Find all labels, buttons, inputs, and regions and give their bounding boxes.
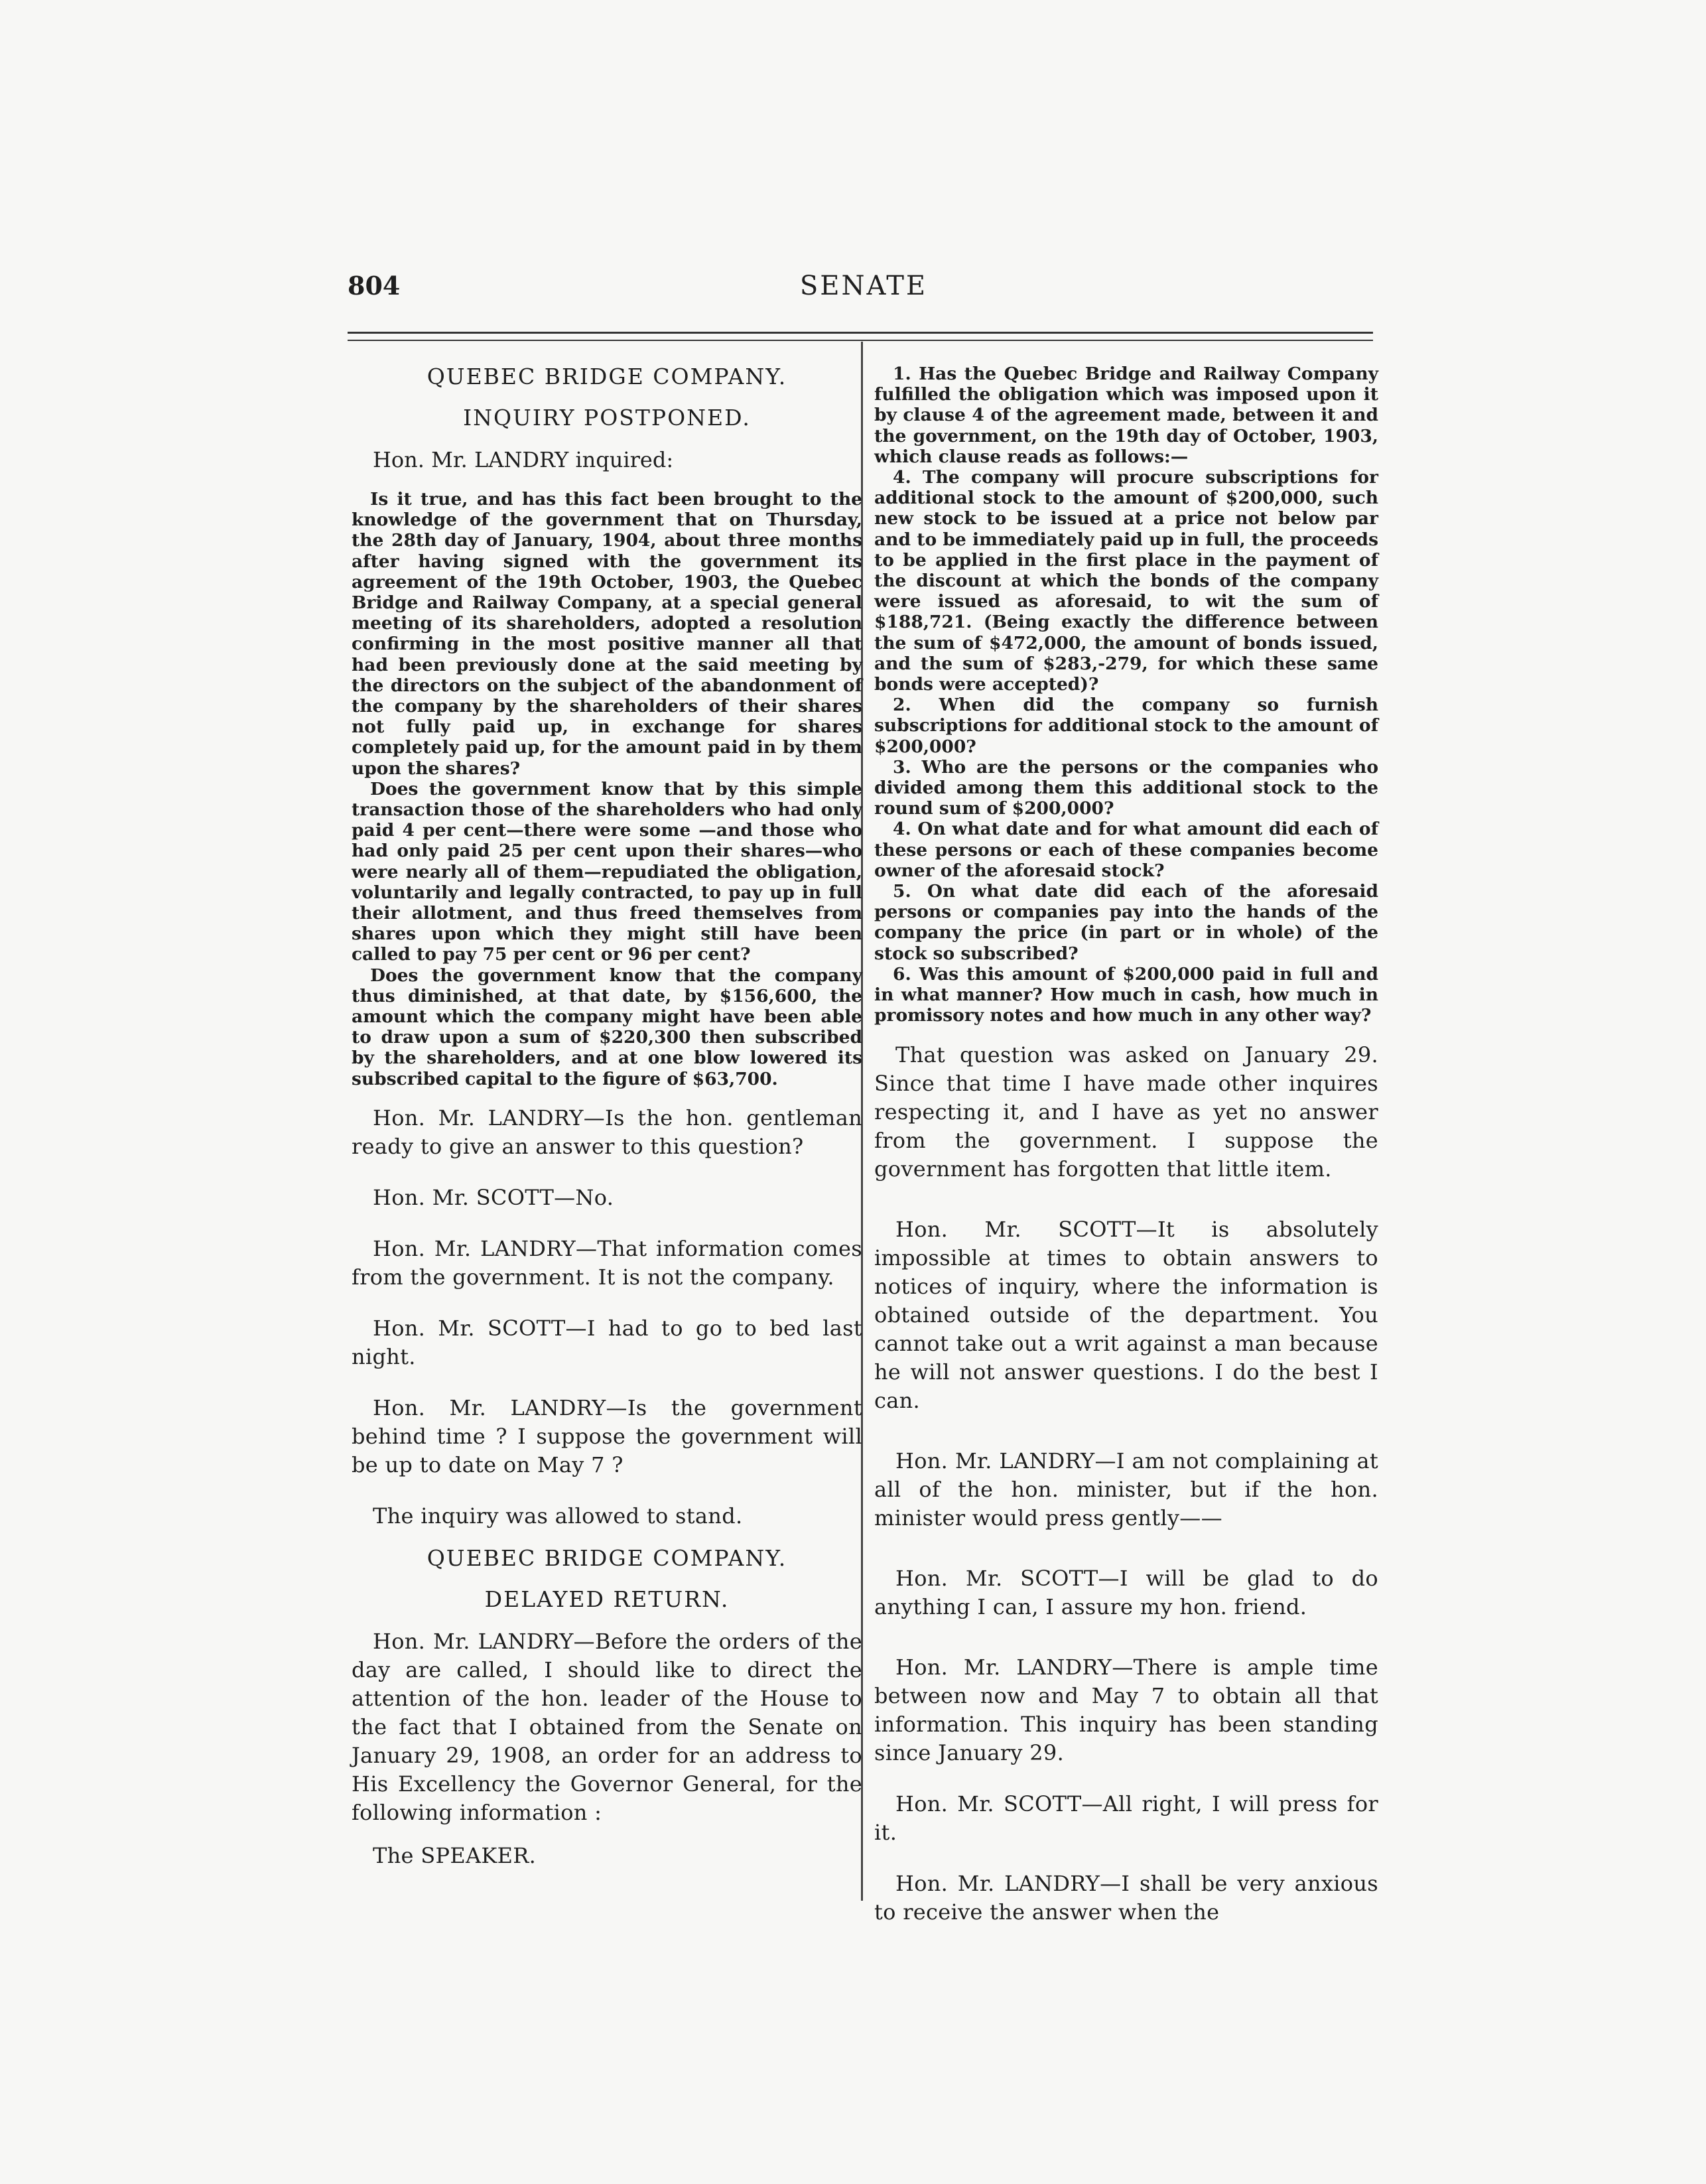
page-number: 804 [348, 271, 401, 301]
heading-quebec-bridge-company: QUEBEC BRIDGE COMPANY. [426, 364, 787, 389]
speech-paragraph: Hon. Mr. SCOTT—I will be glad to do anything I can, I assure my hon. friend. [874, 1565, 1378, 1619]
right-column [874, 364, 1378, 1927]
inquiry-lead: Hon. Mr. LANDRY inquired: [373, 447, 674, 472]
running-head [348, 271, 1380, 317]
speech-paragraph: Hon. Mr. SCOTT—I had to go to bed last night. [352, 1315, 862, 1369]
speech-paragraph: Hon. Mr. SCOTT—All right, I will press for it. [874, 1791, 1378, 1845]
question-paragraph: 4. The company will procure subscriptions for additional stock to the amount of $200,000, such new stock to be issued at a price not below par and to be immediately paid up in full, the proceeds to be applied in the first place in the payment of the discount at which the bonds of the company were issued as aforesaid, to wit the sum of $188,721. (Being exactly the difference between the sum of $472,000, the amount of bonds issued, and the sum of $283,-279, for which these same bonds were accepted)? [874, 467, 1378, 695]
speech-paragraph: Hon. Mr. LANDRY—Is the government behind time ? I suppose the government will be up to date on May 7 ? [352, 1395, 862, 1477]
speech-paragraph: Hon. Mr. LANDRY—That information comes from the government. It is not the company. [352, 1235, 862, 1290]
speech-paragraph: Hon. Mr. LANDRY—Is the hon. gentleman ready to give an answer to this question? [352, 1105, 862, 1159]
speech-paragraph: Hon. Mr. SCOTT—No. [373, 1184, 614, 1210]
inquiry-paragraph: Does the government know that the company thus diminished, at that date, by $156,600, the amount which the company might have been able to draw upon a sum of $220,300 then subscribed by the shareholders, and at one blow lowered its subscribed capital to the figure of $63,700. [352, 965, 862, 1089]
question-paragraph: 6. Was this amount of $200,000 paid in full and in what manner? How much in cash, how much in promissory notes and how much in any other way? [874, 963, 1378, 1026]
left-column [352, 364, 862, 1870]
question-paragraph: 1. Has the Quebec Bridge and Railway Company fulfilled the obligation which was imposed upon it by clause 4 of the agreement made, between it and the government, on the 19th day of October, 1903, which clause reads as follows:— [874, 364, 1378, 467]
section-title: SENATE [799, 271, 928, 301]
speech-paragraph: Hon. Mr. LANDRY—I shall be very anxious to receive the answer when the [874, 1870, 1378, 1925]
question-paragraph: 3. Who are the persons or the companies who divided among them this additional stock to the round sum of $200,000? [874, 756, 1378, 819]
header-rule [348, 332, 1373, 341]
speech-paragraph: The inquiry was allowed to stand. [373, 1503, 743, 1529]
speech-paragraph: Hon. Mr. LANDRY—I am not complaining at all of the hon. minister, but if the hon. minister would press gently—— [874, 1448, 1378, 1531]
heading-delayed-return: DELAYED RETURN. [484, 1586, 730, 1612]
question-paragraph: 5. On what date did each of the aforesaid persons or companies pay into the hands of the company the price (in part or in whole) of the stock so subscribed? [874, 881, 1378, 964]
speech-paragraph: Hon. Mr. LANDRY—Before the orders of the day are called, I should like to direct the attention of the hon. leader of the House to the fact that I obtained from the Senate on January 29, 1908, an order for an address to His Excellency the Governor General, for the following information : [352, 1628, 862, 1825]
heading-inquiry-postponed: INQUIRY POSTPONED. [463, 405, 751, 431]
question-paragraph: 2. When did the company so furnish subscriptions for additional stock to the amount of $200,000? [874, 695, 1378, 757]
inquiry-paragraph: Is it true, and has this fact been brought to the knowledge of the government that on Thursday, the 28th day of January, 1904, about three months after having signed with the government its agreement of the 19th October, 1903, the Quebec Bridge and Railway Company, at a special general meeting of its shareholders, adopted a resolution confirming in the most positive manner all that had been previously done at the said meeting by the directors on the subject of the abandonment of the company by the shareholders of their shares not fully paid up, in exchange for shares completely paid up, for the amount paid in by them upon the shares? [352, 489, 862, 779]
speech-paragraph: The SPEAKER. [373, 1842, 537, 1868]
question-paragraph: 4. On what date and for what amount did each of these persons or each of these companies become owner of the aforesaid stock? [874, 819, 1378, 881]
speech-paragraph: Hon. Mr. LANDRY—There is ample time between now and May 7 to obtain all that information. This inquiry has been standing since January 29. [874, 1654, 1378, 1765]
speech-paragraph: Hon. Mr. SCOTT—It is absolutely impossible at times to obtain answers to notices of inquiry, where the information is obtained outside of the department. You cannot take out a writ against a man because he will not answer questions. I do the best I can. [874, 1216, 1378, 1413]
inquiry-paragraph: Does the government know that by this simple transaction those of the shareholders who had only paid 4 per cent—there were some —and those who had only paid 25 per cent upon their shares—who were nearly all of them—repudiated the obligation, voluntarily and legally contracted, to pay up in full their allotment, and thus freed themselves from shares upon which they might still have been called to pay 75 per cent or 96 per cent? [352, 778, 862, 965]
heading-quebec-bridge-company-2: QUEBEC BRIDGE COMPANY. [426, 1544, 787, 1571]
speech-paragraph: That question was asked on January 29. Since that time I have made other inquires respecting it, and I have as yet no answer from the government. I suppose the government has forgotten that little item. [874, 1042, 1378, 1182]
